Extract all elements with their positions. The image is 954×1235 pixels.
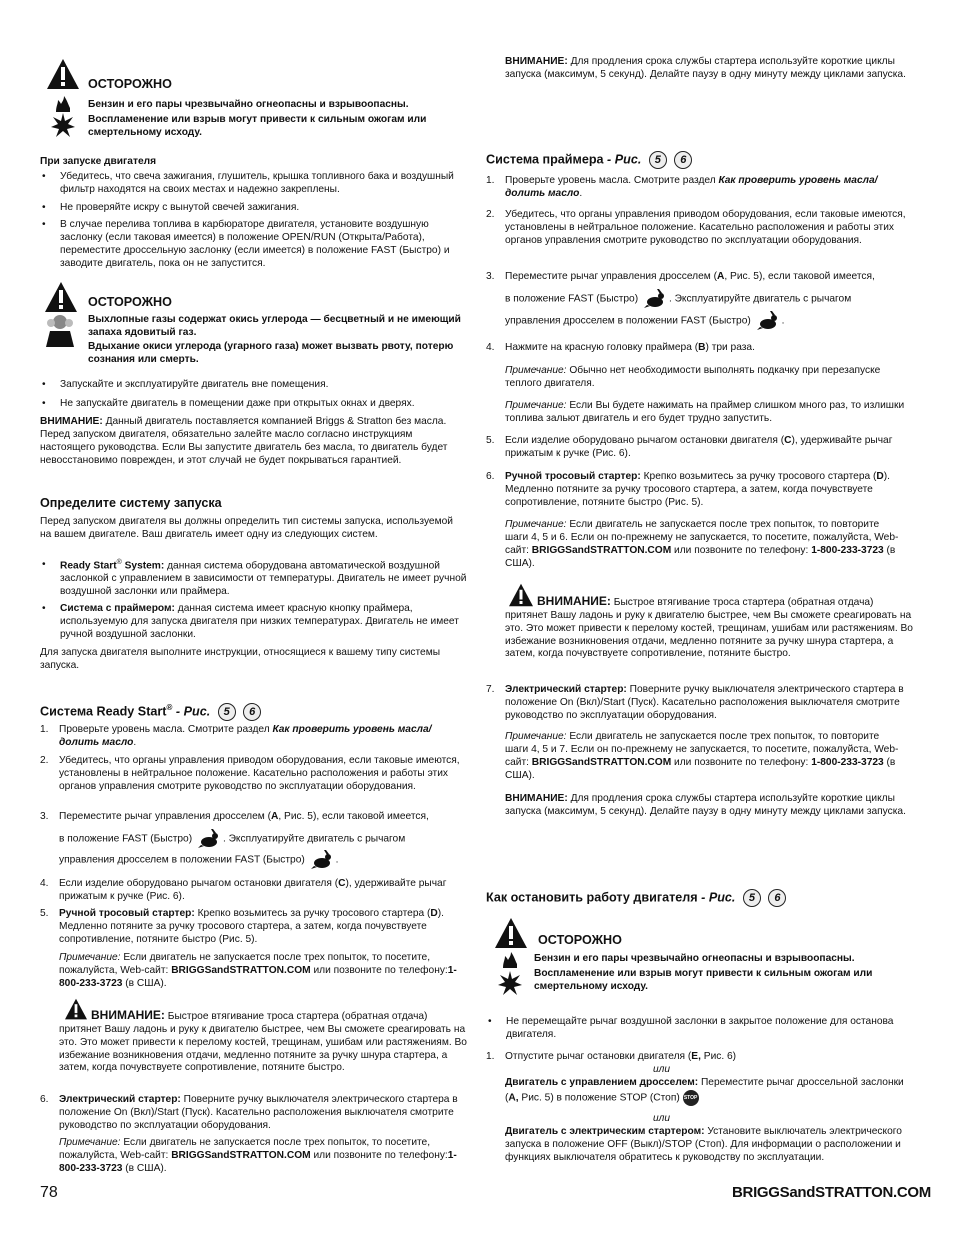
fire-icon [53, 94, 73, 113]
list-item: • Ready Start® System: данная система оборудована автоматической воздушной заслонкой с управлением в зависимости от температуры. Двигатель не имеет ручной воздушной заслонки или праймера. [42, 559, 467, 598]
paragraph: Для запуска двигателя выполните инструкции, относящиеся к вашему типу системы запуска. [40, 647, 441, 671]
step-item: 4. Если изделие оборудовано рычагом остановки двигателя (C), удерживайте рычаг прижатым к ручке (Рис. 6). [40, 878, 447, 902]
section-heading: Система Ready Start® - Рис. 5 6 [40, 703, 261, 721]
step-continuation: Двигатель с управлением дросселем: Переместите рычаг дроссельной заслонки (A, Рис. 5) в положение STOP (Стоп) STOP [505, 1077, 916, 1106]
figure-ref-badge: 5 [743, 889, 761, 907]
explosion-icon [498, 971, 522, 997]
rabbit-fast-icon [644, 289, 666, 309]
figure-ref-badge: 6 [674, 151, 692, 169]
step-continuation: управления дросселем в положении FAST (Быстро) . [59, 850, 479, 870]
step-item: 6. Ручной тросовый стартер: Крепко возьмитесь за ручку тросового стартера (D). Медленно потяните за ручку тросового стартера, а затем, когда почувствуете сопротивление, потяните быстро (Рис. 5). [486, 471, 890, 508]
rabbit-fast-icon [757, 311, 779, 331]
step-item: 3. Переместите рычаг управления дросселем (A, Рис. 5), если таковой имеется, [40, 811, 429, 822]
step-continuation: в положение FAST (Быстро) . Эксплуатируйте двигатель с рычагом [505, 289, 925, 309]
note-paragraph: Примечание: Если двигатель не запускается после трех попыток, то повторите шаги 4, 5 и 6. Если он по-прежнему не запускается, то посетите, пожалуйста, Web-сайт: BRIGGSandSTRATTON.COM или позвоните по телефону: 1-800-233-3723 (в США). [505, 519, 899, 569]
step-item: 2. Убедитесь, что органы управления приводом оборудования, если таковые имеются, установлены в нейтральное положение. Касательно расположения и работы этих органов управления смотрите руководство по эксплуатации оборудования. [40, 755, 460, 792]
section-heading: Система праймера - Рис. 5 6 [486, 151, 692, 169]
notice-paragraph: ВНИМАНИЕ: Данный двигатель поставляется компанией Briggs & Stratton без масла. Перед запуском двигателя, обязательно залейте масло согласно инструкциям настоящего руководства. Если Вы запустите двигатель без масла, то двигатель будет невосстановимо поврежден, и этот случай не будет покрываться гарантией. [40, 416, 448, 466]
section-heading: Как остановить работу двигателя - Рис. 5 6 [486, 889, 786, 907]
rabbit-fast-icon [311, 850, 333, 870]
kickback-warning: ВНИМАНИЕ: Быстрое втягивание троса стартера (обратная отдача) притянет Вашу ладонь и руку к двигателю быстрее, чем Вы сможете среагировать на это. Это может привести к перелому костей, трещинам, ушибам или растяжениям. Во избежание возникновения отдачи, медленно потяните за ручку шнура стартера, а затем, когда почувствуете сопротивление, потяните быстро. [59, 1008, 467, 1074]
step-item: 1. Отпустите рычаг остановки двигателя (E, Рис. 6) [486, 1051, 737, 1062]
or-separator: или [653, 1064, 671, 1075]
step-continuation: Двигатель с электрическим стартером: Установите выключатель электрического запуска в положение OFF (Выкл)/STOP (Стоп). Для информации о расположении и функциях выключателя обратитесь к руководству по эксплуатации. [505, 1126, 902, 1163]
step-item: 4. Нажмите на красную головку праймера (B) три раза. [486, 342, 755, 353]
warning-title: ОСТОРОЖНО [88, 295, 172, 309]
step-item: 3. Переместите рычаг управления дросселем (A, Рис. 5), если таковой имеется, [486, 271, 875, 282]
list-item: • В случае перелива топлива в карбюраторе двигателя, установите воздушную заслонку (если таковая имеется) в положение OPEN/RUN (Открыта/Работа), переместите дроссельную заслонку (если имеется) в положение FAST (Быстро) и заводите двигатель, пока он не запустится. [42, 219, 450, 269]
or-separator: или [653, 1113, 671, 1124]
list-item: • Не проверяйте искру с вынутой свечей зажигания. [42, 202, 300, 213]
toxic-fumes-icon [42, 313, 78, 347]
figure-ref-badge: 5 [218, 703, 236, 721]
step-item: 7. Электрический стартер: Поверните ручку выключателя электрического стартера в положение On (Вкл)/Start (Пуск). Касательно расположения выключателя смотрите руководство по эксплуатации оборудования. [486, 684, 904, 721]
step-item: 1. Проверьте уровень масла. Смотрите раздел Как проверить уровень масла/долить масло. [40, 724, 432, 748]
warning-triangle-icon [494, 917, 528, 949]
warning-line: Воспламенение или взрыв могут привести к сильным ожогам или смертельному исходу. [88, 114, 427, 138]
note-paragraph: Примечание: Если двигатель не запускается после трех попыток, то посетите, пожалуйста, Web-сайт: BRIGGSandSTRATTON.COM или позвоните по телефону:1-800-233-3723 (в США). [59, 1137, 457, 1174]
figure-ref-badge: 5 [649, 151, 667, 169]
step-continuation: в положение FAST (Быстро) . Эксплуатируйте двигатель с рычагом [59, 829, 479, 849]
warning-line: Выхлопные газы содержат окись углерода — бесцветный и не имеющий запаха ядовитый газ. [88, 314, 461, 338]
list-item: • Запускайте и эксплуатируйте двигатель вне помещения. [42, 379, 329, 390]
warning-triangle-icon [44, 281, 78, 313]
warning-line: Бензин и его пары чрезвычайно огнеопасны и взрывоопасны. [88, 99, 409, 110]
section-heading: Определите систему запуска [40, 496, 222, 510]
rabbit-fast-icon [198, 829, 220, 849]
step-continuation: управления дросселем в положении FAST (Быстро) . [505, 311, 925, 331]
step-item: 5. Ручной тросовый стартер: Крепко возьмитесь за ручку тросового стартера (D). Медленно потяните за ручку тросового стартера, а затем, когда почувствуете сопротивление, потяните быстро (Рис. 5). [40, 908, 444, 945]
list-item: • Не запускайте двигатель в помещении даже при открытых окнах и дверях. [42, 398, 415, 409]
step-item: 5. Если изделие оборудовано рычагом остановки двигателя (C), удерживайте рычаг прижатым к ручке (Рис. 6). [486, 435, 893, 459]
figure-ref-badge: 6 [243, 703, 261, 721]
step-item: 1. Проверьте уровень масла. Смотрите раздел Как проверить уровень масла/долить масло. [486, 175, 878, 199]
notice-paragraph: ВНИМАНИЕ: Для продления срока службы стартера используйте короткие циклы запуска (максимум, 5 секунд). Делайте паузу в одну минуту между циклами запуска. [505, 56, 906, 80]
fire-icon [500, 950, 520, 969]
step-item: 6. Электрический стартер: Поверните ручку выключателя электрического стартера в положение On (Вкл)/Start (Пуск). Касательно расположения выключателя смотрите руководство по эксплуатации оборудования. [40, 1094, 458, 1131]
brand-website: BRIGGSandSTRATTON.COM [732, 1184, 931, 1201]
note-paragraph: Примечание: Обычно нет необходимости выполнять подкачку при перезапуске теплого двигателя. [505, 365, 881, 389]
stop-icon: STOP [683, 1090, 699, 1106]
warning-title: ОСТОРОЖНО [538, 933, 622, 947]
list-item: • Убедитесь, что свеча зажигания, глушитель, крышка топливного бака и воздушный фильтр находятся на своих местах и надежно закреплены. [42, 171, 454, 195]
page-number: 78 [40, 1184, 58, 1201]
notice-paragraph: ВНИМАНИЕ: Для продления срока службы стартера используйте короткие циклы запуска (максимум, 5 секунд). Делайте паузу в одну минуту между циклами запуска. [505, 793, 906, 817]
warning-line: Воспламенение или взрыв могут привести к сильным ожогам или смертельному исходу. [534, 968, 873, 992]
list-item: • Не перемещайте рычаг воздушной заслонки в закрытое положение для останова двигателя. [488, 1016, 894, 1040]
paragraph: Перед запуском двигателя вы должны определить тип системы запуска, используемой на вашем двигателе. Ваш двигатель имеет одну из следующих систем. [40, 516, 453, 540]
note-paragraph: Примечание: Если Вы будете нажимать на праймер слишком много раз, то излишки топлива зальют двигатель и его будет трудно запустить. [505, 400, 905, 424]
section-subheading: При запуске двигателя [40, 156, 157, 167]
warning-triangle-icon [46, 58, 80, 90]
note-paragraph: Примечание: Если двигатель не запускается после трех попыток, то повторите шаги 4, 5 и 7. Если он по-прежнему не запускается, то посетите, пожалуйста, Web-сайт: BRIGGSandSTRATTON.COM или позвоните по телефону: 1-800-233-3723 (в США). [505, 731, 899, 781]
warning-line: Бензин и его пары чрезвычайно огнеопасны и взрывоопасны. [534, 953, 855, 964]
note-paragraph: Примечание: Если двигатель не запускается после трех попыток, то посетите, пожалуйста, Web-сайт: BRIGGSandSTRATTON.COM или позвоните по телефону:1-800-233-3723 (в США). [59, 952, 457, 989]
figure-ref-badge: 6 [768, 889, 786, 907]
warning-line: Вдыхание окиси углерода (угарного газа) может вызвать рвоту, потерю сознания или смерть. [88, 341, 454, 365]
explosion-icon [51, 113, 75, 139]
list-item: • Система с праймером: данная система имеет красную кнопку праймера, используемую для запуска двигателя при низких температурах. Двигатель не имеет ручной воздушной заслонки. [42, 603, 459, 640]
step-item: 2. Убедитесь, что органы управления приводом оборудования, если таковые имеются, установлены в нейтральное положение. Касательно расположения и работы этих органов управления смотрите руководство по эксплуатации оборудования. [486, 209, 906, 246]
kickback-warning: ВНИМАНИЕ: Быстрое втягивание троса стартера (обратная отдача) притянет Вашу ладонь и руку к двигателю быстрее, чем Вы сможете среагировать на это. Это может привести к перелому костей, трещинам, ушибам или растяжениям. Во избежание возникновения отдачи, медленно потяните за ручку шнура стартера, а затем, когда почувствуете сопротивление, потяните быстро. [505, 594, 913, 660]
warning-title: ОСТОРОЖНО [88, 77, 172, 91]
